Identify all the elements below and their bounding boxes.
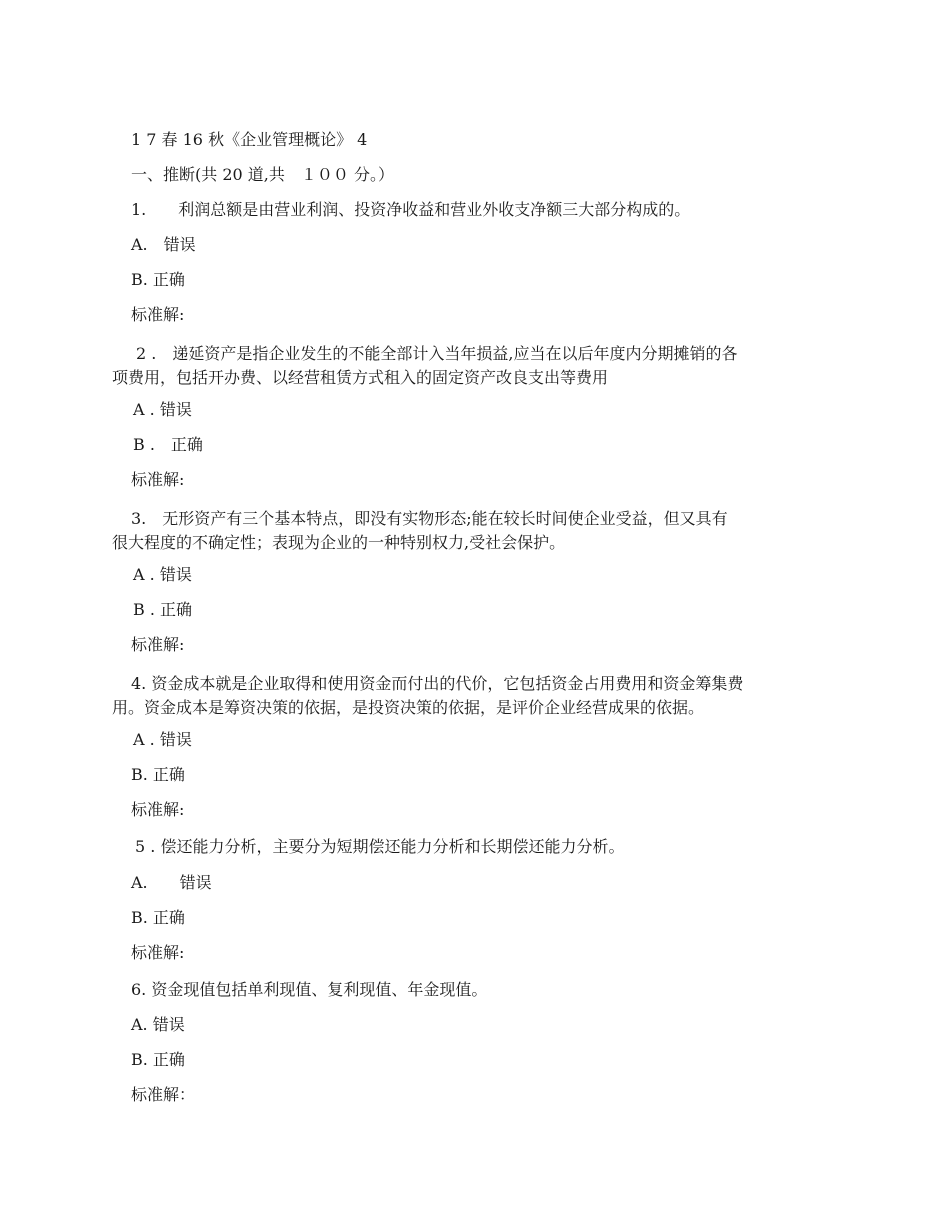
question-1-option-b: B. 正确 [131,270,185,289]
question-2-answer-label: 标准解: [131,470,185,489]
question-2-stem-line-2: 项费用，包括开办费、以经营租赁方式租入的固定资产改良支出等费用 [112,368,609,387]
question-3-stem-line-1: 3. 无形资产有三个基本特点，即没有实物形态;能在较长时间使企业受益，但又具有 [131,509,728,528]
question-5-option-a: A. 错误 [131,873,212,892]
question-5-answer-label: 标准解: [131,943,185,962]
question-6-answer-label: 标准解： [131,1085,196,1104]
question-6-option-a: A. 错误 [131,1015,185,1034]
question-3-option-b: B . 正确 [133,600,193,619]
question-5-option-b: B. 正确 [131,908,185,927]
section-header: 一、推断(共 20 道,共 １００ 分。） [131,165,394,184]
question-4-answer-label: 标准解: [131,800,185,819]
question-3-stem [112,507,824,555]
question-2-option-b: B . 正确 [133,435,203,454]
question-3-answer-label: 标准解: [131,635,185,654]
question-2-stem [112,342,824,390]
document-title: 1 7 春 16 秋《企业管理概论》 4 [131,130,368,149]
question-4-stem-line-2: 用。资金成本是筹资决策的依据，是投资决策的依据，是评价企业经营成果的依据。 [112,698,705,717]
question-1-option-a: A. 错误 [131,235,196,254]
question-4-option-a: A . 错误 [133,730,192,749]
question-3-option-a: A . 错误 [133,565,192,584]
question-1-stem: 1. 利润总额是由营业利润、投资净收益和营业外收支净额三大部分构成的。 [131,200,691,219]
question-5-stem: 5 . 偿还能力分析，主要分为短期偿还能力分析和长期偿还能力分析。 [135,837,625,856]
question-6-stem: 6. 资金现值包括单利现值、复利现值、年金现值。 [131,980,488,999]
question-4-option-b: B. 正确 [131,765,185,784]
question-4-stem-line-1: 4. 资金成本就是企业取得和使用资金而付出的代价，它包括资金占用费用和资金筹集费 [131,674,744,693]
question-4-stem [112,672,824,720]
question-2-stem-line-1: 2 . 递延资产是指企业发生的不能全部计入当年损益,应当在以后年度内分期摊销的各 [136,344,738,363]
question-6-option-b: B. 正确 [131,1050,185,1069]
question-1-answer-label: 标准解: [131,305,185,324]
question-3-stem-line-2: 很大程度的不确定性；表现为企业的一种特别权力,受社会保护。 [112,533,566,552]
question-2-option-a: A . 错误 [133,400,192,419]
